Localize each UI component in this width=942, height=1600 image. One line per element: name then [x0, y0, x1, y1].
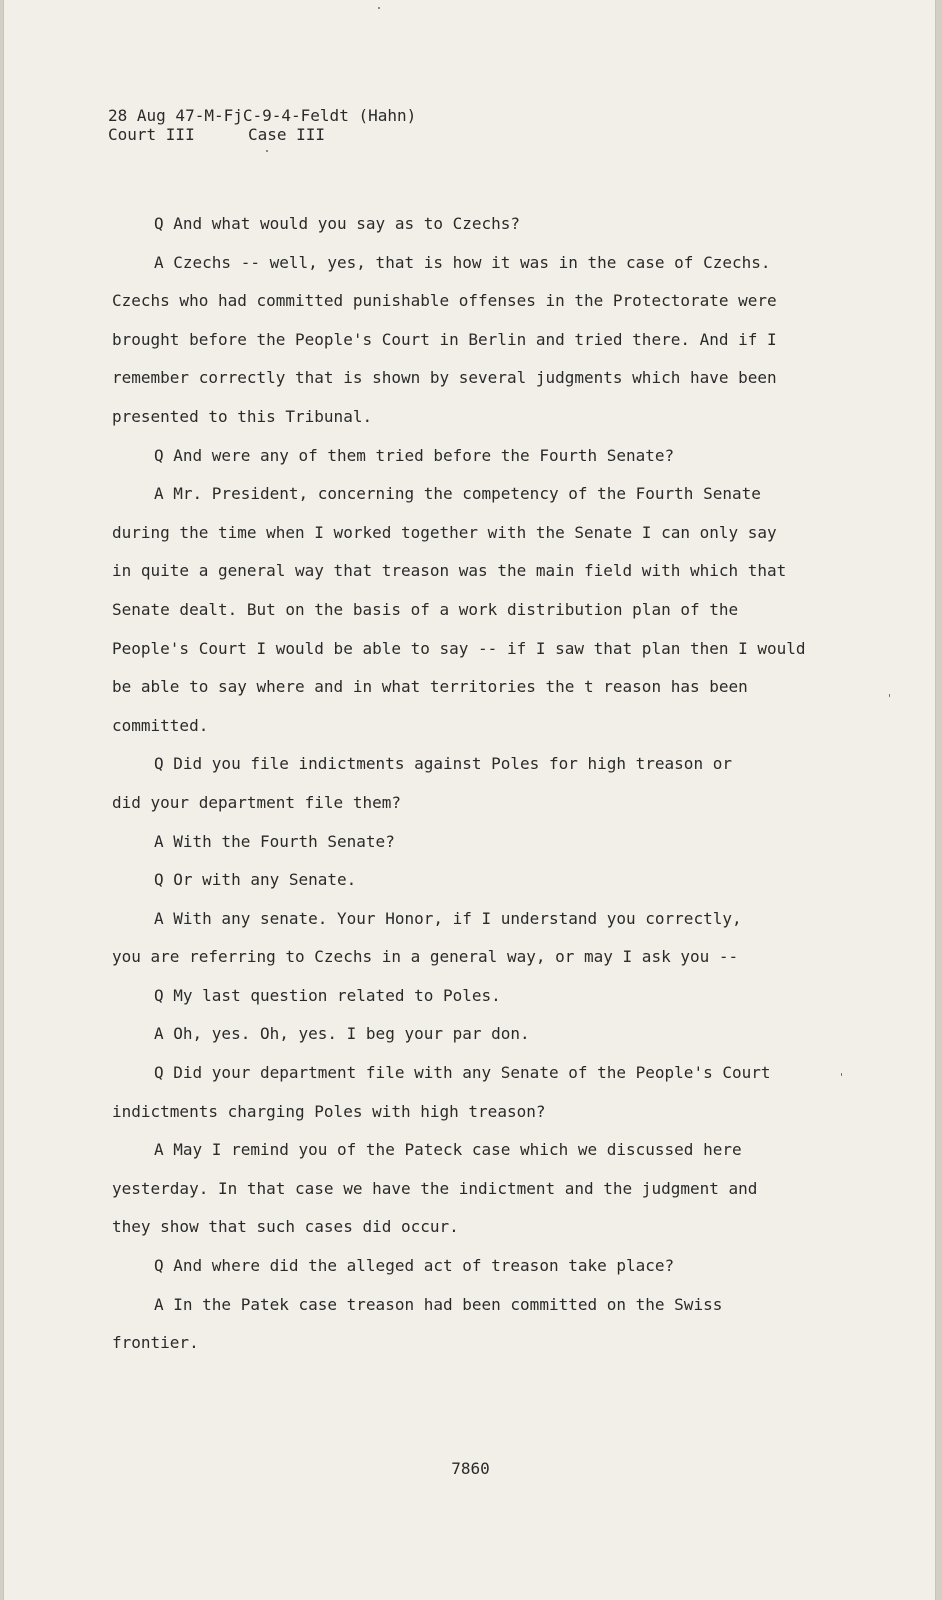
paper-speck: [889, 694, 890, 697]
transcript-line: brought before the People's Court in Berlin and tried there. And if I: [112, 329, 777, 349]
header-court-case: [108, 125, 416, 144]
transcript-line: frontier.: [112, 1333, 199, 1353]
transcript-line: Q Or with any Senate.: [154, 870, 357, 890]
transcript-line: during the time when I worked together with the Senate I can only say: [112, 522, 777, 542]
transcript-line: be able to say where and in what territories the t reason has been: [112, 677, 748, 697]
transcript-line: Q Did you file indictments against Poles for high treason or: [154, 754, 732, 774]
paper-speck: [378, 7, 380, 9]
transcript-line: remember correctly that is shown by several judgments which have been: [112, 368, 777, 388]
transcript-line: A Oh, yes. Oh, yes. I beg your par don.: [154, 1024, 530, 1044]
transcript-line: in quite a general way that treason was the main field with which that: [112, 561, 787, 581]
header-case: Case III: [248, 125, 326, 144]
transcript-line: yesterday. In that case we have the indictment and the judgment and: [112, 1178, 758, 1198]
transcript-line: indictments charging Poles with high treason?: [112, 1101, 546, 1121]
paper-speck: [266, 150, 268, 152]
transcript-line: Q And were any of them tried before the Fourth Senate?: [154, 445, 675, 465]
transcript-line: A In the Patek case treason had been committed on the Swiss: [154, 1294, 723, 1314]
transcript-line: committed.: [112, 715, 209, 735]
transcript-line: A With the Fourth Senate?: [154, 831, 395, 851]
transcript-line: A Czechs -- well, yes, that is how it was in the case of Czechs.: [154, 252, 771, 272]
transcript-line: A May I remind you of the Pateck case which we discussed here: [154, 1140, 742, 1160]
page-number: 7860: [451, 1459, 490, 1478]
paper-speck: [841, 1073, 842, 1076]
transcript-line: Q Did your department file with any Senate of the People's Court: [154, 1063, 771, 1083]
header-reference: 28 Aug 47-M-FjC-9-4-Feldt (Hahn): [108, 106, 417, 125]
transcript-line: A With any senate. Your Honor, if I understand you correctly,: [154, 908, 742, 928]
transcript-line: Czechs who had committed punishable offenses in the Protectorate were: [112, 291, 777, 311]
transcript-line: presented to this Tribunal.: [112, 406, 373, 426]
transcript-line: People's Court I would be able to say -- if I saw that plan then I would: [112, 638, 806, 658]
transcript-body: [112, 205, 857, 1363]
transcript-line: Q My last question related to Poles.: [154, 985, 501, 1005]
transcript-line: A Mr. President, concerning the competency of the Fourth Senate: [154, 484, 761, 504]
header-court: Court III: [108, 125, 195, 144]
transcript-line: Q And what would you say as to Czechs?: [154, 214, 521, 233]
transcript-line: Senate dealt. But on the basis of a work distribution plan of the: [112, 599, 739, 619]
transcript-line: you are referring to Czechs in a general way, or may I ask you --: [112, 947, 739, 967]
transcript-line: they show that such cases did occur.: [112, 1217, 459, 1237]
document-header: [108, 106, 416, 144]
transcript-line: Q And where did the alleged act of treason take place?: [154, 1256, 675, 1276]
document-page: [3, 0, 936, 1600]
transcript-line: did your department file them?: [112, 792, 401, 812]
